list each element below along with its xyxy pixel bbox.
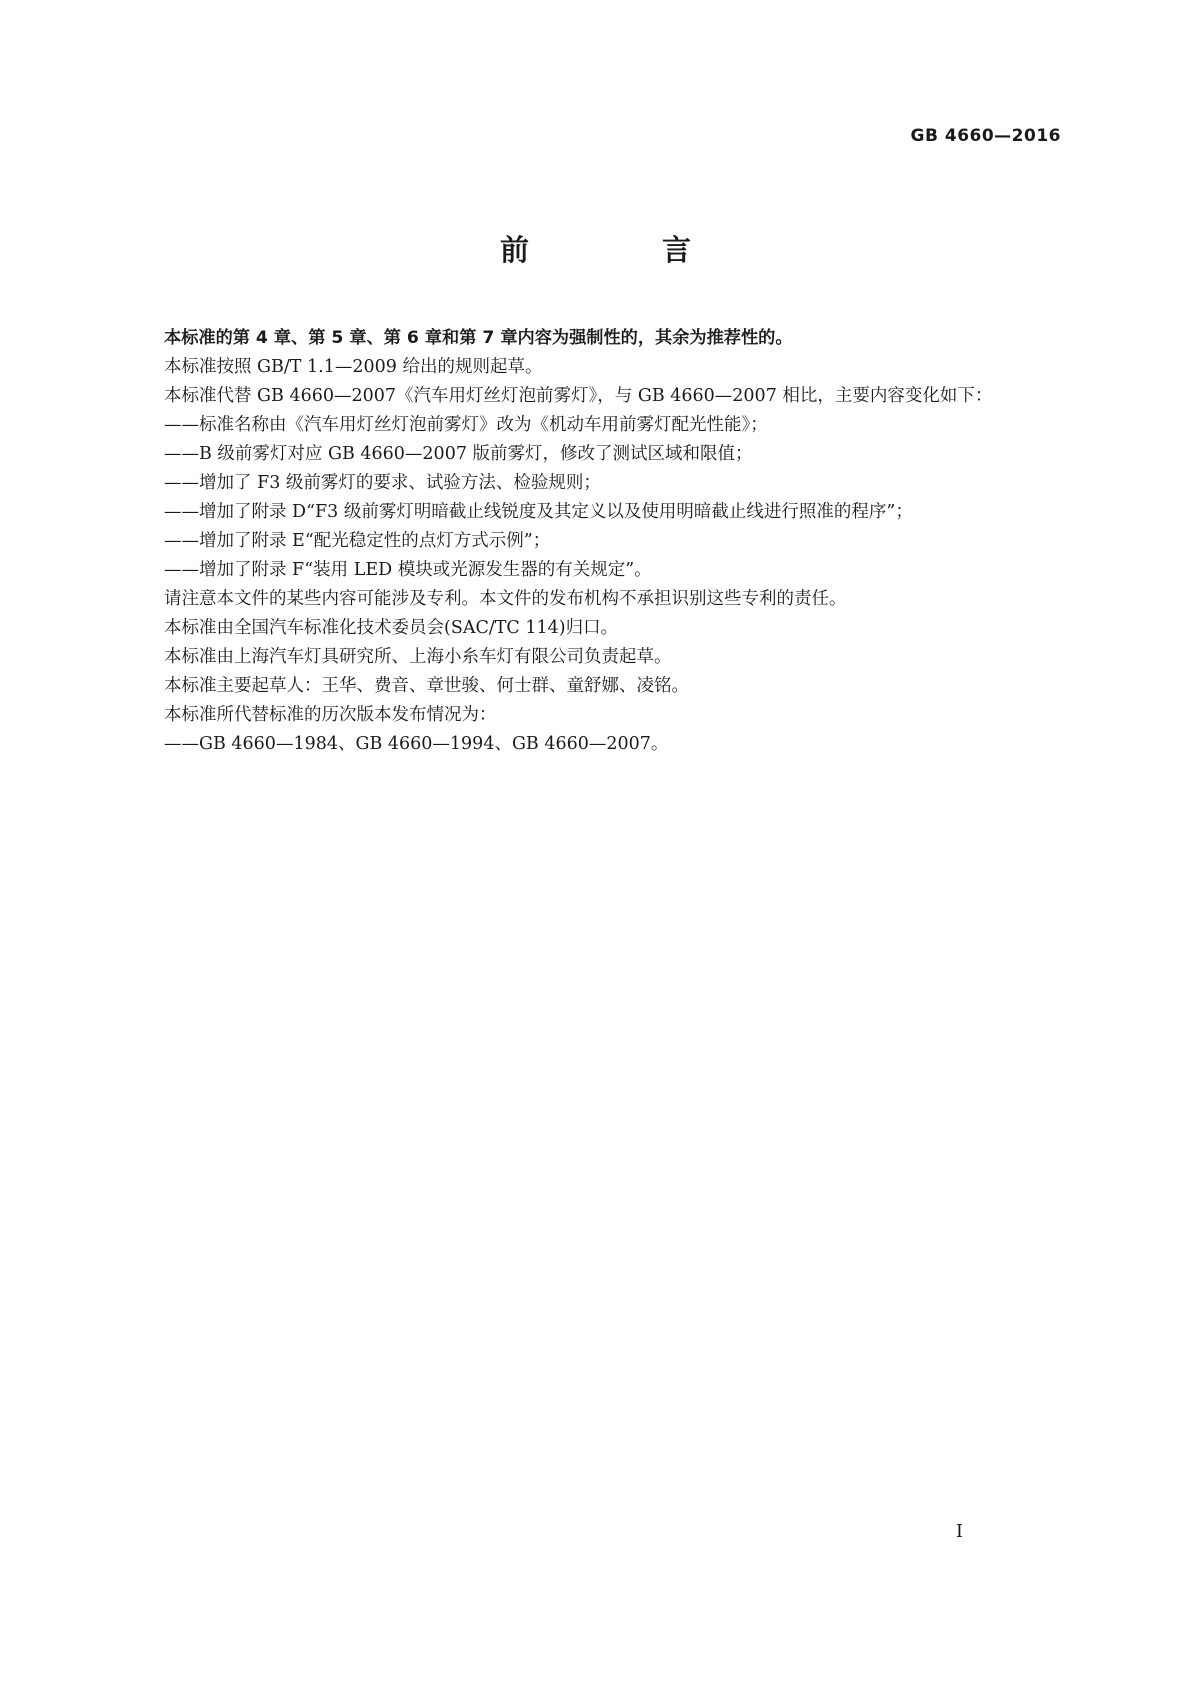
committee-paragraph: 本标准由全国汽车标准化技术委员会(SAC/TC 114)归口。 bbox=[164, 618, 619, 638]
drafting-org-paragraph: 本标准由上海汽车灯具研究所、上海小糸车灯有限公司负责起草。 bbox=[164, 647, 672, 667]
replacement-paragraph: 本标准代替 GB 4660—2007《汽车用灯丝灯泡前雾灯》，与 GB 4660—2007 相比，主要内容变化如下： bbox=[164, 386, 993, 406]
page-title: 前 言 bbox=[499, 233, 743, 267]
change-item: ——增加了附录 D“F3 级前雾灯明暗截止线锐度及其定义以及使用明暗截止线进行照准的程序”； bbox=[164, 502, 913, 522]
standard-code: GB 4660—2016 bbox=[910, 126, 1061, 146]
mandatory-clause-paragraph: 本标准的第 4 章、第 5 章、第 6 章和第 7 章内容为强制性的，其余为推荐性的。 bbox=[164, 328, 793, 348]
patent-notice-paragraph: 请注意本文件的某些内容可能涉及专利。本文件的发布机构不承担识别这些专利的责任。 bbox=[164, 589, 847, 609]
history-item: ——GB 4660—1984、GB 4660—1994、GB 4660—2007。 bbox=[164, 734, 669, 754]
drafters-paragraph: 本标准主要起草人：王华、费音、章世骏、何士群、童舒娜、凌铭。 bbox=[164, 676, 689, 696]
change-item: ——标准名称由《汽车用灯丝灯泡前雾灯》改为《机动车用前雾灯配光性能》； bbox=[164, 415, 768, 435]
drafting-rules-paragraph: 本标准按照 GB/T 1.1—2009 给出的规则起草。 bbox=[164, 357, 543, 377]
page-number: I bbox=[955, 1521, 963, 1542]
change-item: ——增加了附录 F“装用 LED 模块或光源发生器的有关规定”。 bbox=[164, 560, 652, 580]
preface-body bbox=[129, 324, 1062, 759]
history-intro-paragraph: 本标准所代替标准的历次版本发布情况为： bbox=[164, 705, 497, 725]
change-item: ——增加了附录 E“配光稳定性的点灯方式示例”； bbox=[164, 531, 551, 551]
change-item: ——B 级前雾灯对应 GB 4660—2007 版前雾灯，修改了测试区域和限值； bbox=[164, 444, 753, 464]
change-item: ——增加了 F3 级前雾灯的要求、试验方法、检验规则； bbox=[164, 473, 601, 493]
